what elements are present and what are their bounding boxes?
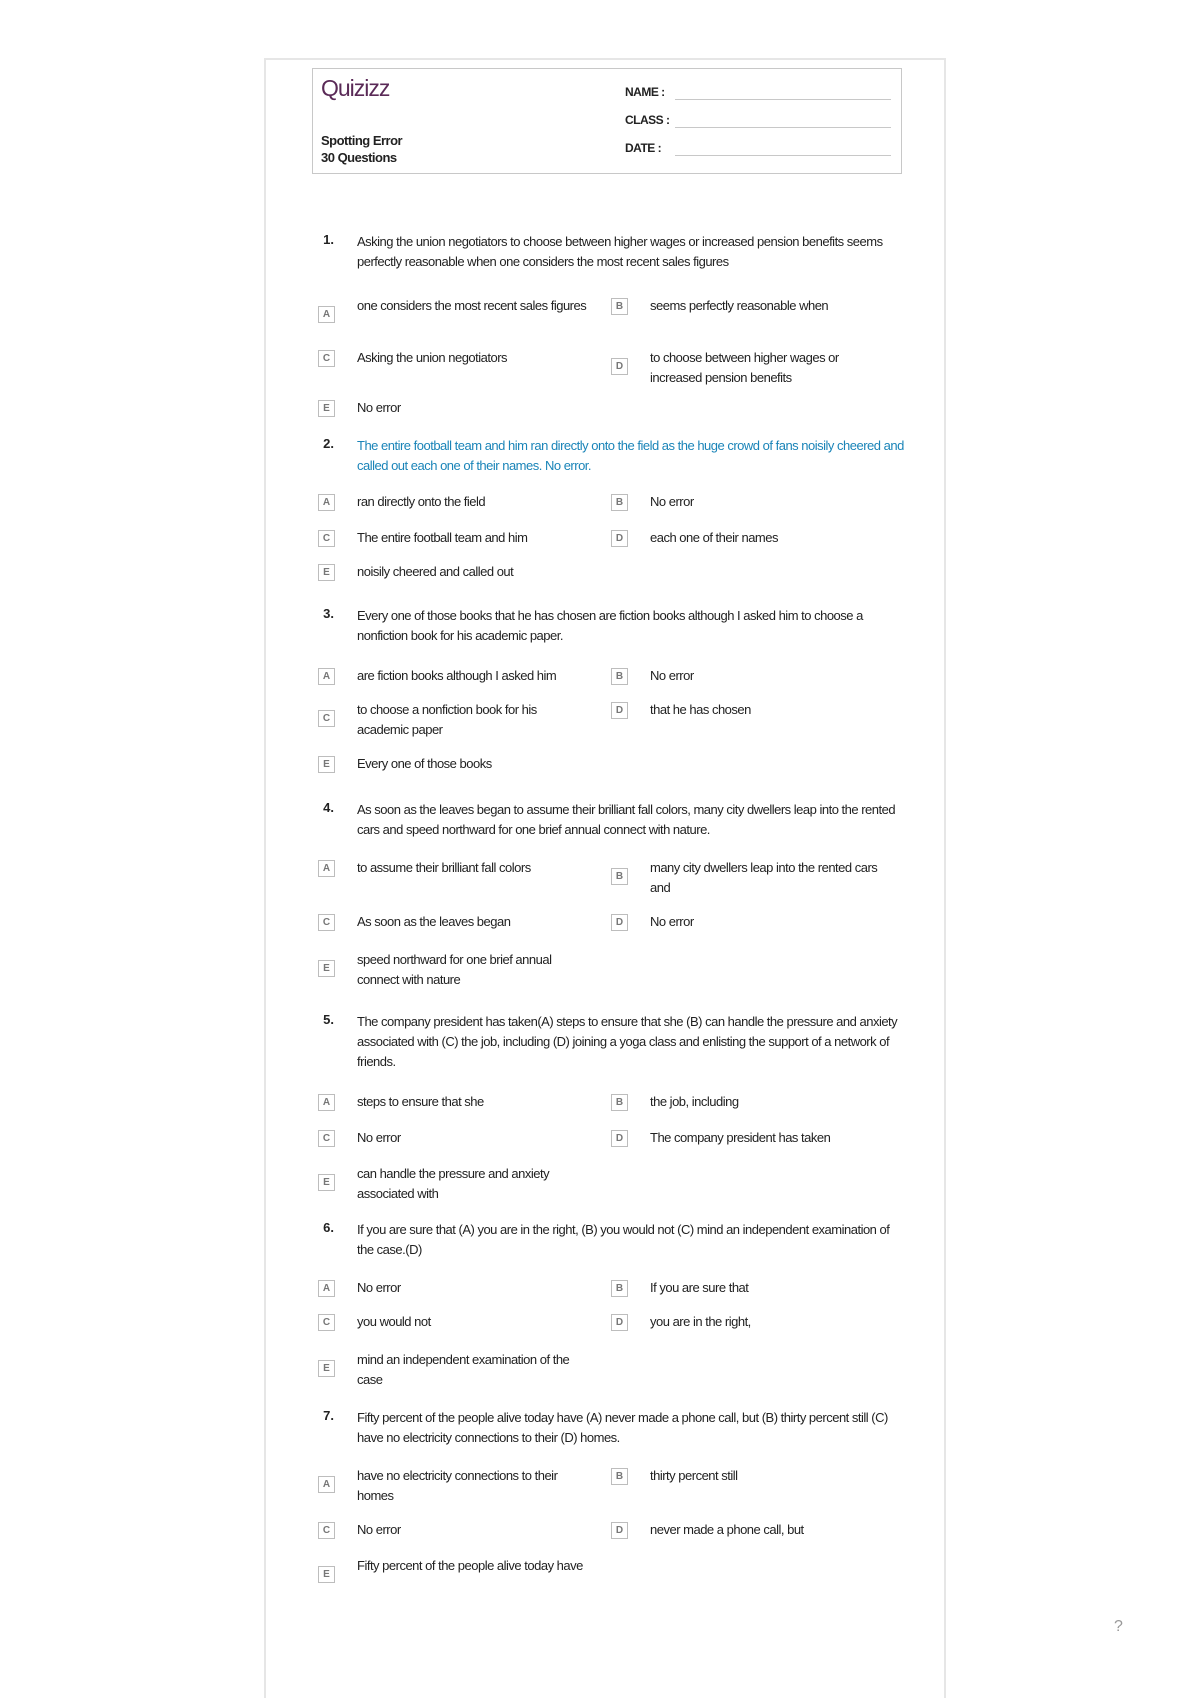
question-number: 1.	[323, 232, 334, 247]
option-text: one considers the most recent sales figures	[357, 298, 587, 313]
option-letter-badge: C	[318, 914, 335, 931]
option-text: to assume their brilliant fall colors	[357, 860, 531, 875]
option-text: Every one of those books	[357, 756, 492, 771]
option-letter-badge: E	[318, 1360, 335, 1377]
help-icon[interactable]: ?	[1114, 1618, 1123, 1635]
option-text: you are in the right,	[650, 1314, 751, 1329]
option-text: to choose between higher wages or increased pension benefits	[650, 350, 839, 385]
question-text: The company president has taken(A) steps to ensure that she (B) can handle the pressure and anxiety associated with (C) the job, including (D) joining a yoga class and enlisting the support of a network of friends.	[357, 1014, 898, 1069]
quiz-title: Spotting Error	[321, 133, 403, 148]
option-letter-badge: C	[318, 530, 335, 547]
option-text: seems perfectly reasonable when	[650, 298, 829, 313]
date-label: DATE :	[625, 141, 662, 155]
option-text: the job, including	[650, 1094, 739, 1109]
date-field-line[interactable]	[675, 155, 891, 156]
option-text: never made a phone call, but	[650, 1522, 804, 1537]
option-letter-badge: E	[318, 400, 335, 417]
option-letter-badge: D	[611, 914, 628, 931]
question-number: 3.	[323, 606, 334, 621]
class-field-line[interactable]	[675, 127, 891, 128]
option-text: No error	[357, 1280, 401, 1295]
option-text: As soon as the leaves began	[357, 914, 511, 929]
worksheet-header	[312, 68, 902, 174]
question-text: If you are sure that (A) you are in the right, (B) you would not (C) mind an independent examination of the case.(D)	[357, 1222, 890, 1257]
option-letter-badge: C	[318, 1522, 335, 1539]
option-letter-badge: A	[318, 1476, 335, 1493]
option-text: that he has chosen	[650, 702, 751, 717]
question-number: 5.	[323, 1012, 334, 1027]
option-text: No error	[650, 668, 694, 683]
option-text: No error	[357, 400, 401, 415]
question-text: The entire football team and him ran directly onto the field as the huge crowd of fans noisily cheered and called out each one of their names. No error.	[357, 438, 904, 473]
question-text: As soon as the leaves began to assume their brilliant fall colors, many city dwellers leap into the rented cars and speed northward for one brief annual connect with nature.	[357, 802, 896, 837]
option-text: The entire football team and him	[357, 530, 528, 545]
option-letter-badge: A	[318, 306, 335, 323]
option-text: No error	[357, 1130, 401, 1145]
option-text: you would not	[357, 1314, 431, 1329]
option-text: mind an independent examination of the case	[357, 1352, 570, 1387]
option-letter-badge: D	[611, 1130, 628, 1147]
question-count: 30 Questions	[321, 150, 397, 165]
option-text: The company president has taken	[650, 1130, 831, 1145]
question-text: Asking the union negotiators to choose between higher wages or increased pension benefits seems perfectly reasonable when one considers the most recent sales figures	[357, 234, 883, 269]
worksheet-page	[264, 58, 946, 1698]
option-text: steps to ensure that she	[357, 1094, 484, 1109]
option-letter-badge: E	[318, 1174, 335, 1191]
option-text: to choose a nonfiction book for his academic paper	[357, 702, 537, 737]
option-text: If you are sure that	[650, 1280, 749, 1295]
option-letter-badge: A	[318, 860, 335, 877]
option-text: No error	[650, 914, 694, 929]
option-letter-badge: D	[611, 358, 628, 375]
option-text: speed northward for one brief annual connect with nature	[357, 952, 552, 987]
option-letter-badge: C	[318, 710, 335, 727]
option-letter-badge: B	[611, 668, 628, 685]
class-label: CLASS :	[625, 113, 670, 127]
option-text: can handle the pressure and anxiety associated with	[357, 1166, 550, 1201]
question-number: 4.	[323, 800, 334, 815]
option-letter-badge: C	[318, 1314, 335, 1331]
option-letter-badge: E	[318, 564, 335, 581]
option-letter-badge: E	[318, 756, 335, 773]
option-text: Fifty percent of the people alive today have	[357, 1558, 583, 1573]
option-letter-badge: D	[611, 702, 628, 719]
name-field-line[interactable]	[675, 99, 891, 100]
option-text: thirty percent still	[650, 1468, 738, 1483]
option-text: No error	[650, 494, 694, 509]
question-text: Every one of those books that he has chosen are fiction books although I asked him to choose a nonfiction book for his academic paper.	[357, 608, 863, 643]
option-letter-badge: A	[318, 494, 335, 511]
option-letter-badge: C	[318, 1130, 335, 1147]
question-number: 7.	[323, 1408, 334, 1423]
quizizz-logo: Quizizz	[321, 75, 390, 101]
option-text: each one of their names	[650, 530, 778, 545]
option-letter-badge: B	[611, 1094, 628, 1111]
option-letter-badge: A	[318, 1280, 335, 1297]
option-letter-badge: C	[318, 350, 335, 367]
question-number: 6.	[323, 1220, 334, 1235]
option-letter-badge: A	[318, 668, 335, 685]
option-letter-badge: B	[611, 1468, 628, 1485]
option-letter-badge: B	[611, 868, 628, 885]
option-letter-badge: D	[611, 530, 628, 547]
option-letter-badge: D	[611, 1314, 628, 1331]
option-text: Asking the union negotiators	[357, 350, 508, 365]
option-text: have no electricity connections to their homes	[357, 1468, 558, 1503]
option-letter-badge: B	[611, 298, 628, 315]
option-letter-badge: B	[611, 494, 628, 511]
option-text: are fiction books although I asked him	[357, 668, 557, 683]
name-label: NAME :	[625, 85, 665, 99]
option-letter-badge: E	[318, 1566, 335, 1583]
option-letter-badge: A	[318, 1094, 335, 1111]
option-letter-badge: E	[318, 960, 335, 977]
question-text: Fifty percent of the people alive today have (A) never made a phone call, but (B) thirty percent still (C) have no electricity connections to their (D) homes.	[357, 1410, 888, 1445]
option-text: No error	[357, 1522, 401, 1537]
option-letter-badge: B	[611, 1280, 628, 1297]
option-text: many city dwellers leap into the rented cars and	[650, 860, 878, 895]
option-text: ran directly onto the field	[357, 494, 486, 509]
question-number: 2.	[323, 436, 334, 451]
option-text: noisily cheered and called out	[357, 564, 514, 579]
option-letter-badge: D	[611, 1522, 628, 1539]
